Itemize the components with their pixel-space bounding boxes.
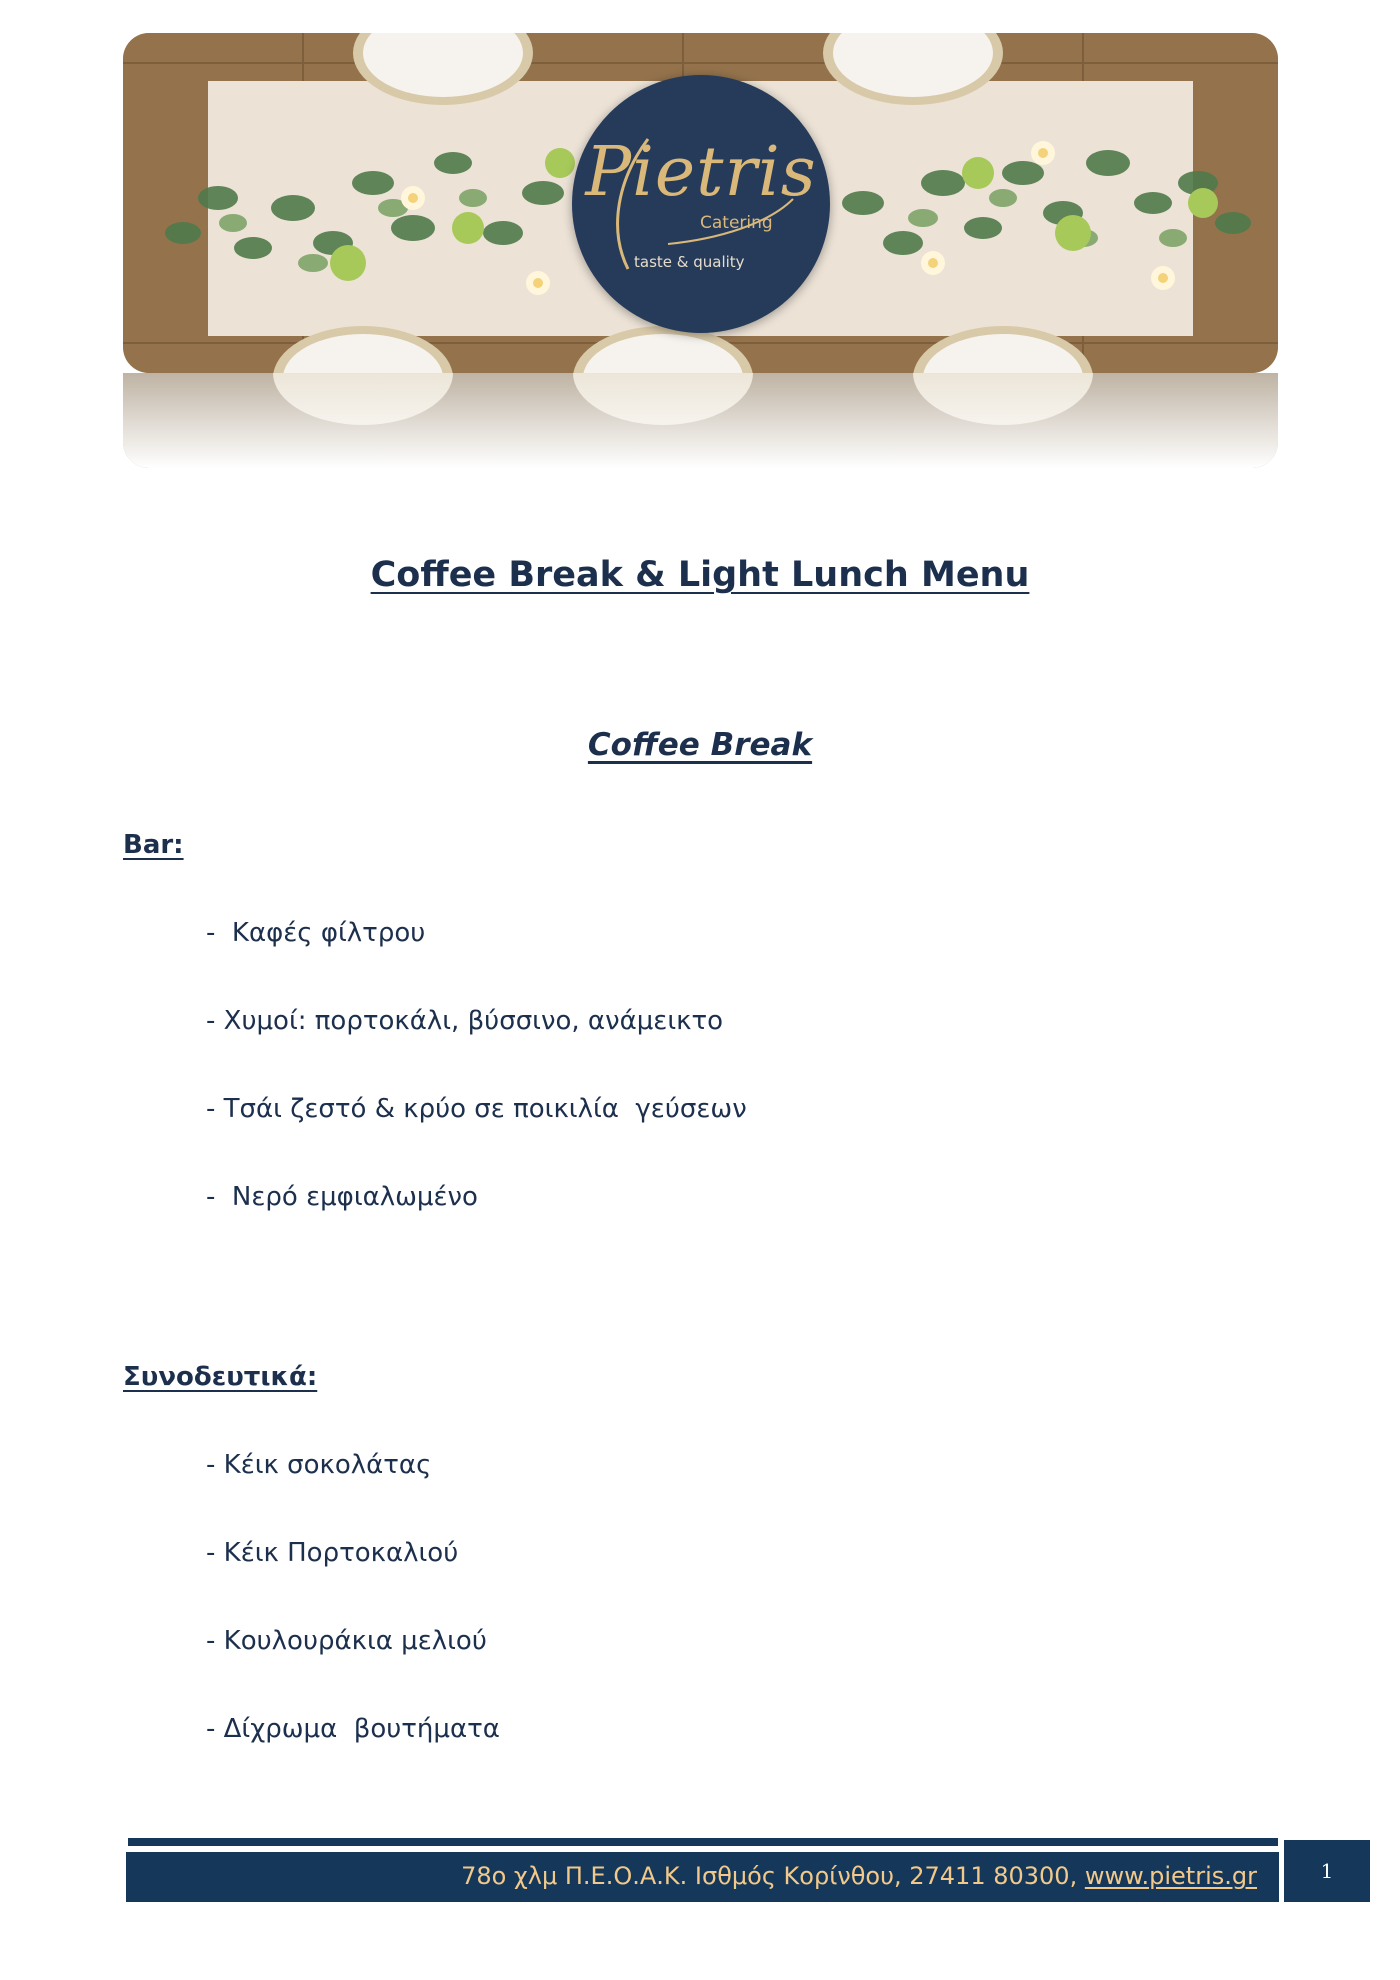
pietris-logo: [572, 75, 830, 333]
list-item: - Νερό εμφιαλωμένο: [206, 1182, 478, 1212]
section-title: Coffee Break: [587, 727, 813, 763]
bar-items-list: [206, 913, 747, 1265]
list-item: - Κέικ σοκολάτας: [206, 1450, 432, 1480]
list-item: - Δίχρωμα βουτήματα: [206, 1714, 500, 1744]
page-number: 1: [1284, 1840, 1370, 1902]
logo-name: Pietris: [585, 133, 817, 212]
group-title-bar: Bar:: [123, 830, 184, 860]
footer-divider: [128, 1838, 1278, 1846]
footer-address: 78ο χλμ Π.Ε.Ο.Α.Κ. Ισθμός Κορίνθου, 27411 80300,: [461, 1862, 1085, 1890]
list-item: - Καφές φίλτρου: [206, 918, 426, 948]
footer-contact: [461, 1862, 1257, 1890]
banner-reflection: [123, 373, 1278, 468]
list-item: - Τσάι ζεστό & κρύο σε ποικιλία γεύσεων: [206, 1094, 747, 1124]
list-item: - Κέικ Πορτοκαλιού: [206, 1538, 459, 1568]
list-item: - Κουλουράκια μελιού: [206, 1626, 487, 1656]
group-title-accompaniments: Συνοδευτικά:: [123, 1362, 318, 1392]
website-link[interactable]: www.pietris.gr: [1084, 1862, 1257, 1890]
list-item: - Χυμοί: πορτοκάλι, βύσσινο, ανάμεικτο: [206, 1006, 724, 1036]
logo-tagline: taste & quality: [634, 253, 745, 271]
footer-bar: [126, 1852, 1279, 1902]
document-title: Coffee Break & Light Lunch Menu: [370, 555, 1030, 595]
logo-subtitle: Catering: [700, 213, 773, 233]
accompaniments-items-list: [206, 1445, 500, 1797]
